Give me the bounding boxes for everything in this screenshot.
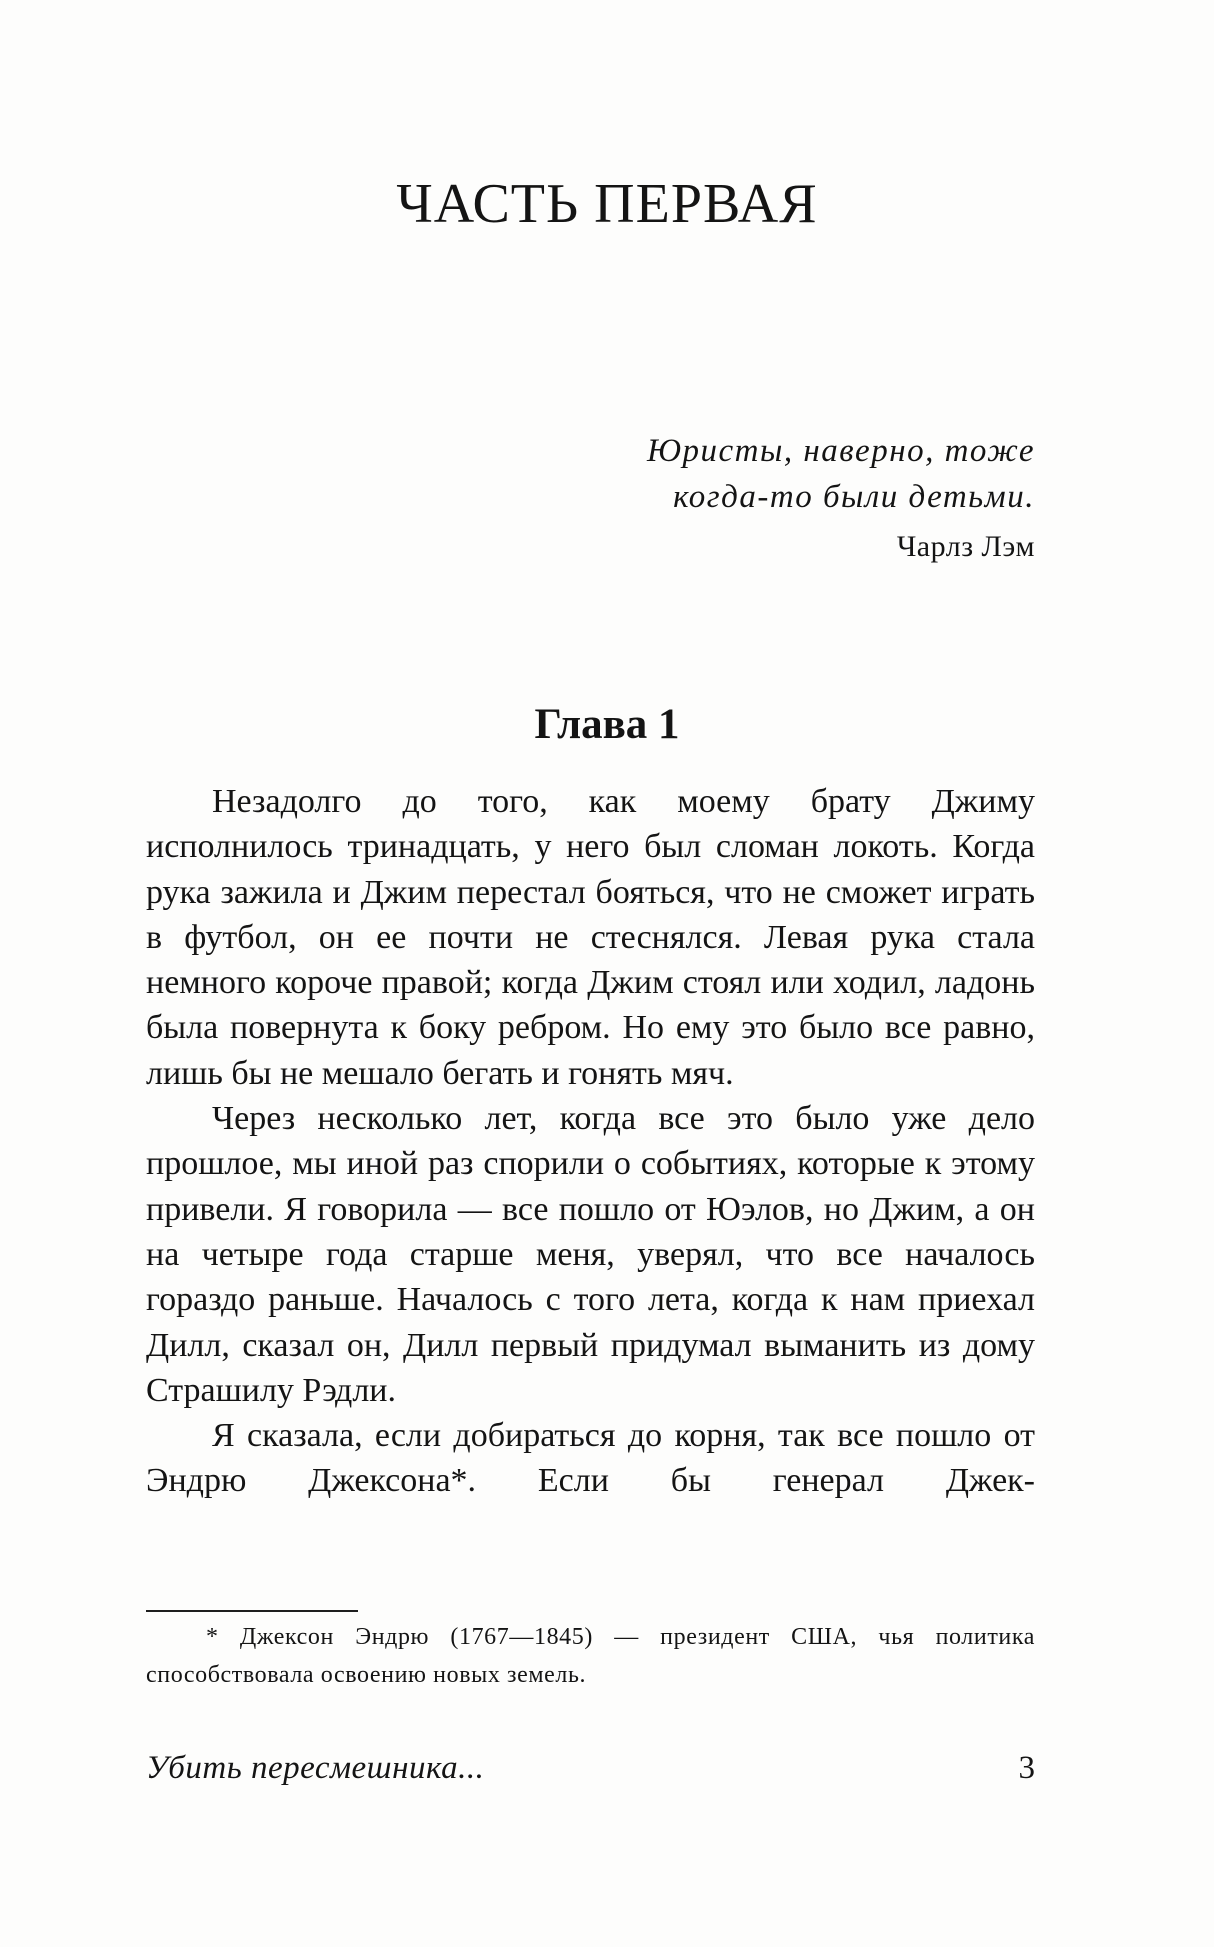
paragraph-3: Я сказала, если добираться до корня, так все пошло от Эндрю Джексона*. Если бы генерал Джек-	[146, 1417, 1035, 1500]
epigraph	[500, 428, 1035, 574]
footnote-divider	[146, 1610, 358, 1612]
part-title: ЧАСТЬ ПЕРВАЯ	[396, 173, 818, 235]
page-number: 3	[1018, 1750, 1035, 1786]
page-footer	[146, 1750, 1035, 1800]
chapter-body	[146, 779, 1035, 1504]
epigraph-author: Чарлз Лэм	[896, 530, 1035, 563]
chapter-title: Глава 1	[534, 701, 680, 748]
paragraph-2: Через несколько лет, когда все это было уже дело прошлое, мы иной раз спорили о событиях, которые к этому привели. Я говорила — все пошло от Юэлов, но Джим, а он на четыре года старше меня, уверял, что все началось гораздо раньше. Началось с того лета, когда к нам приехал Дилл, сказал он, Дилл первый придумал выманить из дому Страшилу Рэдли.	[146, 1100, 1035, 1409]
paragraph-1: Незадолго до того, как моему брату Джиму исполнилось тринадцать, у него был сломан локоть. Когда рука зажила и Джим перестал бояться, что не сможет играть в футбол, он ее почти не стеснялся. Левая рука стала немного короче правой; когда Джим стоял или ходил, ладонь была повернута к боку ребром. Но ему это было все равно, лишь бы не мешало бегать и гонять мяч.	[146, 783, 1035, 1092]
running-title: Убить пересмешника...	[146, 1750, 485, 1786]
epigraph-line-2: когда-то были детьми.	[673, 479, 1035, 515]
footnote: * Джексон Эндрю (1767—1845) — президент США, чья политика способствовала освоению новых земель.	[146, 1624, 1035, 1688]
epigraph-line-1: Юристы, наверно, тоже	[646, 433, 1035, 469]
